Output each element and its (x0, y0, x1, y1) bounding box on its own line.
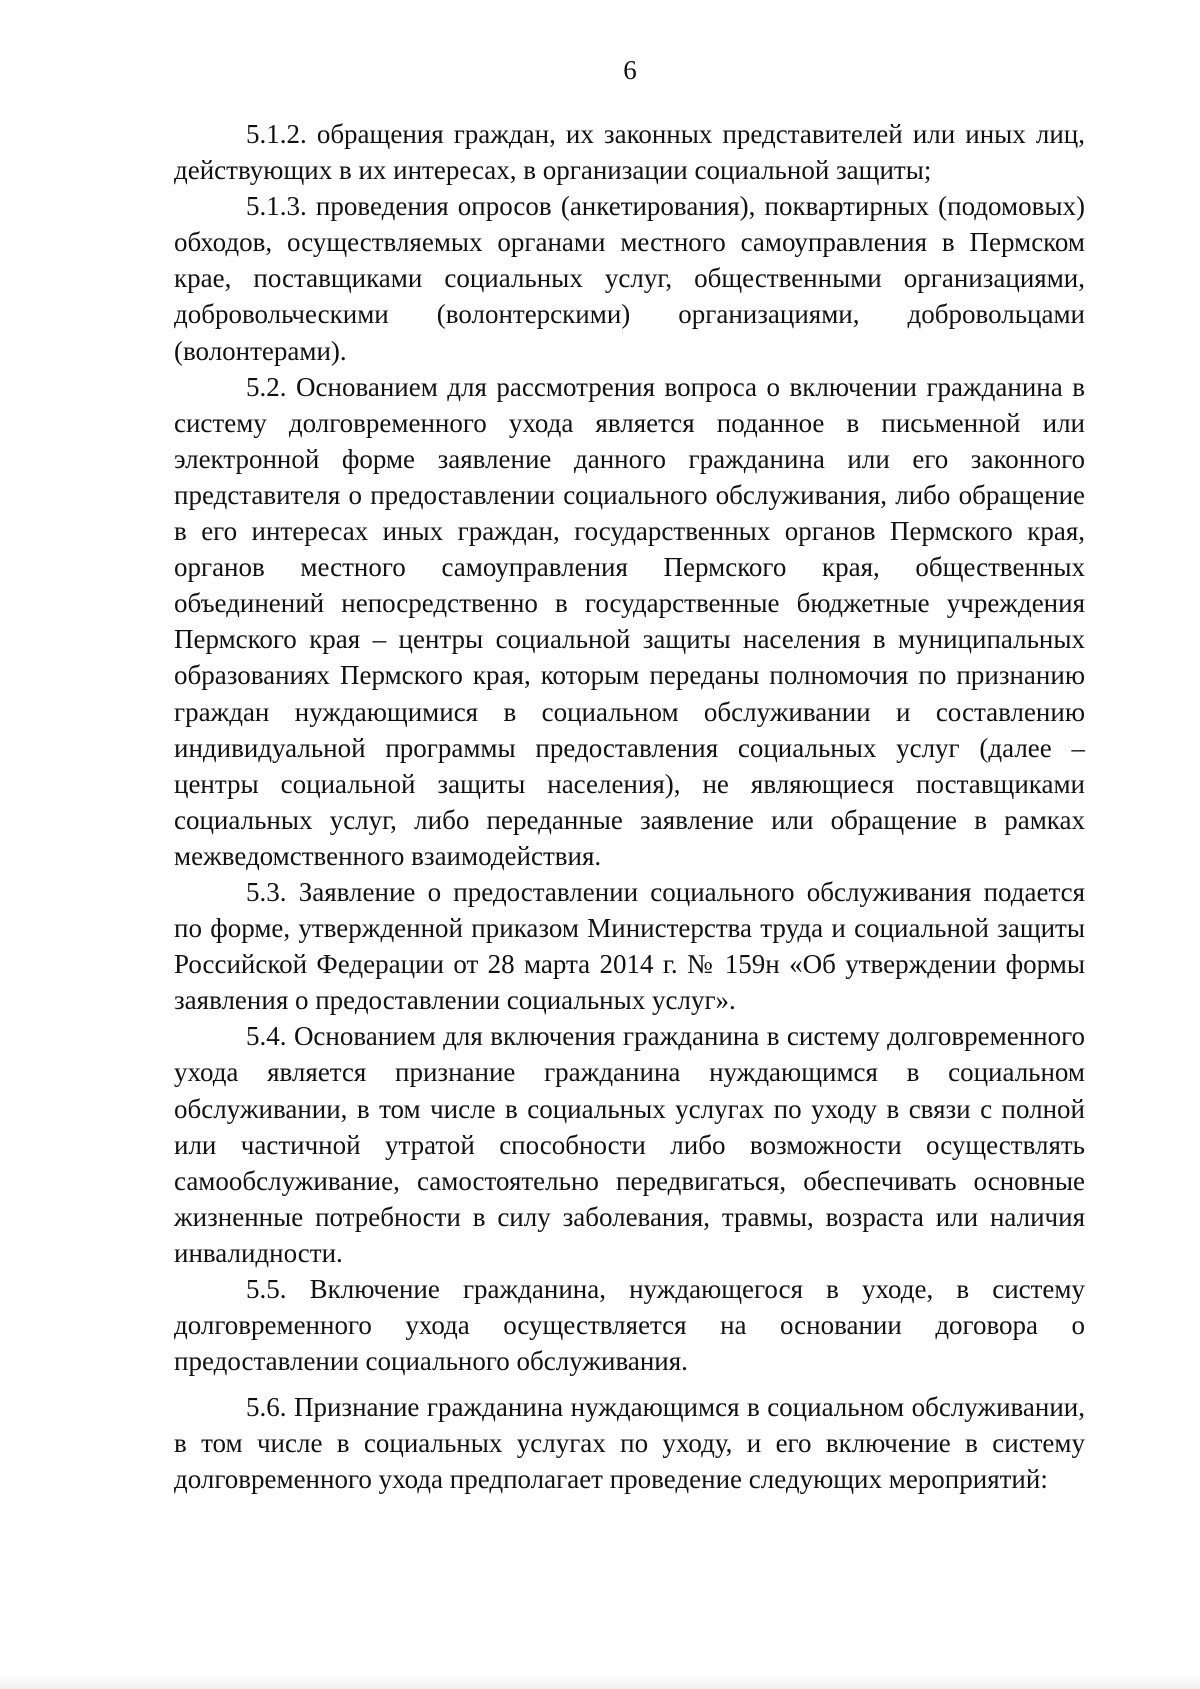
paragraph-5-5: 5.5. Включение гражданина, нуждающегося в уходе, в систему долговременного ухода осуществляется на основании договора о предоставлении социального обслуживания. (174, 1274, 1085, 1377)
paragraph-5-4: 5.4. Основанием для включения гражданина в систему долговременного ухода является признание гражданина нуждающимся в социальном обслуживании, в том числе в социальных услугах по уходу в связи с полной или частичной утратой способности либо возможности осуществлять самообслуживание, самостоятельно передвигаться, обеспечивать основные жизненные потребности в силу заболевания, травмы, возраста или наличия инвалидности. (174, 1021, 1085, 1268)
paragraph-5-1-3: 5.1.3. проведения опросов (анкетирования), поквартирных (подомовых) обходов, осуществляемых органами местного самоуправления в Пермском крае, поставщиками социальных услуг, общественными организациями, добровольческими (волонтерскими) организациями, добровольцами (волонтерами). (174, 191, 1085, 366)
scan-edge-shadow (0, 1675, 1200, 1689)
page-number: 6 (623, 55, 637, 85)
paragraph-5-1-2: 5.1.2. обращения граждан, их законных представителей или иных лиц, действующих в их интересах, в организации социальной защиты; (174, 119, 1085, 186)
document-body (174, 116, 1085, 1498)
paragraph-5-3: 5.3. Заявление о предоставлении социального обслуживания подается по форме, утвержденной приказом Министерства труда и социальной защиты Российской Федерации от 28 марта 2014 г. № 159н «Об утверждении формы заявления о предоставлении социальных услуг». (174, 876, 1085, 1016)
paragraph-5-6: 5.6. Признание гражданина нуждающимся в социальном обслуживании, в том числе в социальных услугах по уходу, и его включение в систему долговременного ухода предполагает проведение следующих мероприятий: (174, 1392, 1085, 1495)
paragraph-5-2: 5.2. Основанием для рассмотрения вопроса о включении гражданина в систему долговременного ухода является поданное в письменной или электронной форме заявление данного гражданина или его законного представителя о предоставлении социального обслуживания, либо обращение в его интересах иных граждан, государственных органов Пермского края, органов местного самоуправления Пермского края, общественных объединений непосредственно в государственные бюджетные учреждения Пермского края – центры социальной защиты населения в муниципальных образованиях Пермского края, которым переданы полномочия по признанию граждан нуждающимися в социальном обслуживании и составлению индивидуальной программы предоставления социальных услуг (далее – центры социальной защиты населения), не являющиеся поставщиками социальных услуг, либо переданные заявление или обращение в рамках межведомственного взаимодействия. (174, 371, 1085, 871)
